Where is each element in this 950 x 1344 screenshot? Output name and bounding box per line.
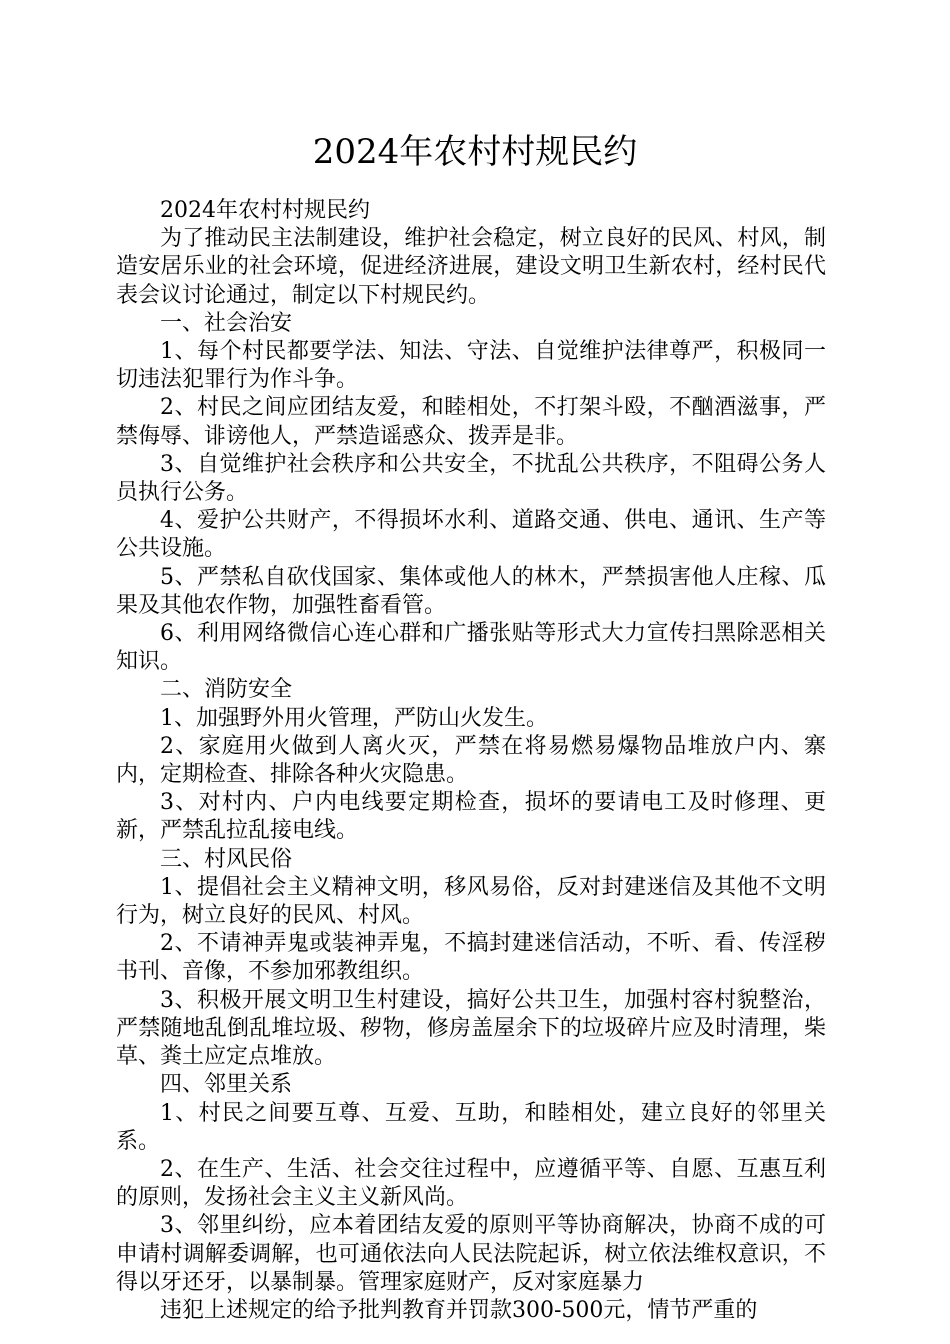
document-body <box>116 197 826 1325</box>
paragraph: 3、积极开展文明卫生村建设，搞好公共卫生，加强村容村貌整治，严禁随地乱倒乱堆垃圾、秽物，修房盖屋余下的垃圾碎片应及时清理，柴草、粪土应定点堆放。 <box>116 987 826 1070</box>
section-heading-village-customs: 三、村风民俗 <box>160 846 293 872</box>
paragraph: 2、不请神弄鬼或装神弄鬼，不搞封建迷信活动，不听、看、传淫秽书刊、音像，不参加邪教组织。 <box>116 931 826 985</box>
paragraph-penalty: 违犯上述规定的给予批判教育并罚款300-500元，情节严重的 <box>160 1297 758 1323</box>
paragraph: 6、利用网络微信心连心群和广播张贴等形式大力宣传扫黑除恶相关知识。 <box>116 621 826 675</box>
paragraph: 4、爱护公共财产，不得损坏水利、道路交通、供电、通讯、生产等公共设施。 <box>116 508 826 562</box>
document-title: 2024年农村村规民约 <box>312 132 638 172</box>
paragraph: 1、加强野外用火管理，严防山火发生。 <box>160 705 548 731</box>
paragraph: 5、严禁私自砍伐国家、集体或他人的林木，严禁损害他人庄稼、瓜果及其他农作物，加强牲畜看管。 <box>116 564 826 618</box>
paragraph-preamble: 为了推动民主法制建设，维护社会稳定，树立良好的民风、村风，制造安居乐业的社会环境，促进经济进展，建设文明卫生新农村，经村民代表会议讨论通过，制定以下村规民约。 <box>116 226 826 308</box>
paragraph: 2、村民之间应团结友爱，和睦相处，不打架斗殴，不酗酒滋事，严禁侮辱、诽谤他人，严禁造谣惑众、拨弄是非。 <box>116 395 826 449</box>
paragraph: 2、在生产、生活、社会交往过程中，应遵循平等、自愿、互惠互利的原则，发扬社会主义主义新风尚。 <box>116 1156 826 1211</box>
paragraph: 3、对村内、户内电线要定期检查，损坏的要请电工及时修理、更新，严禁乱拉乱接电线。 <box>116 790 826 844</box>
paragraph: 1、提倡社会主义精神文明，移风易俗，反对封建迷信及其他不文明行为，树立良好的民风、村风。 <box>116 874 826 929</box>
section-heading-public-security: 一、社会治安 <box>160 310 293 336</box>
paragraph: 3、自觉维护社会秩序和公共安全，不扰乱公共秩序，不阻碍公务人员执行公务。 <box>116 451 826 506</box>
paragraph: 3、邻里纠纷，应本着团结友爱的原则平等协商解决，协商不成的可申请村调解委调解，也可通依法向人民法院起诉，树立依法维权意识，不得以牙还牙，以暴制暴。管理家庭财产，反对家庭暴力 <box>116 1213 826 1295</box>
section-heading-fire-safety: 二、消防安全 <box>160 677 293 703</box>
paragraph: 1、村民之间要互尊、互爱、互助，和睦相处，建立良好的邻里关系。 <box>116 1100 826 1154</box>
section-heading-neighbor-relations: 四、邻里关系 <box>160 1072 293 1098</box>
paragraph-subtitle: 2024年农村村规民约 <box>160 198 370 223</box>
paragraph: 1、每个村民都要学法、知法、守法、自觉维护法律尊严，积极同一切违法犯罪行为作斗争。 <box>116 339 826 393</box>
paragraph: 2、家庭用火做到人离火灭，严禁在将易燃易爆物品堆放户内、寨内，定期检查、排除各种火灾隐患。 <box>116 733 826 788</box>
